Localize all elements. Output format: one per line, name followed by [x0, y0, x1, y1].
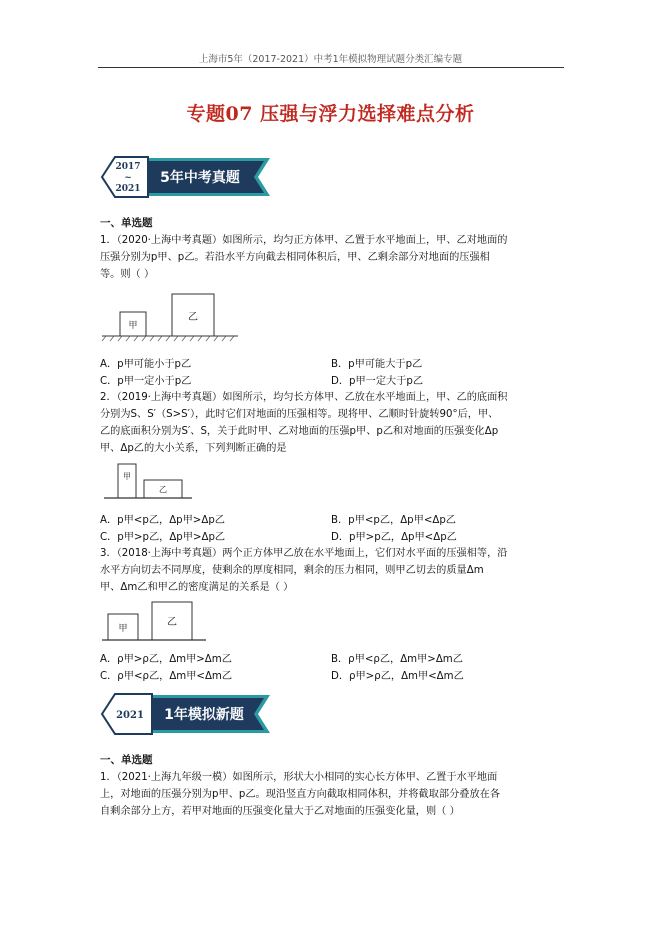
- q4-line: 上，对地面的压强分别为p甲、p乙。现沿竖直方向截取相同体积，并将截取部分叠放在各: [100, 789, 501, 800]
- q1-line: 等。则（ ）: [100, 269, 155, 280]
- q3-option-d: D．ρ甲>ρ乙，Δm甲<Δm乙: [331, 671, 464, 682]
- banner1-year-sep: ~: [124, 173, 132, 183]
- section-heading: 一、单选题: [100, 754, 153, 766]
- q1-option-b: B．p甲可能大于p乙: [331, 359, 423, 370]
- q1-option-c: C．p甲一定小于p乙: [100, 376, 192, 387]
- page-title: 专题07 压强与浮力选择难点分析: [186, 103, 475, 125]
- q2-option-a: A．p甲<p乙，Δp甲>Δp乙: [100, 515, 225, 526]
- question-4-text: [100, 769, 566, 820]
- q3-line: 水平方向切去不同厚度，使剩余的厚度相同，剩余的压力相同，则甲乙切去的质量Δm: [100, 565, 484, 576]
- q1-fig-label-yi: 乙: [188, 312, 198, 323]
- banner2-label: 1年模拟新题: [164, 707, 244, 723]
- q2-line: 分别为S、S′（S>S′），此时它们对地面的压强相等。现将甲、乙顺时针旋转90°后，甲、: [100, 409, 499, 420]
- banner1-year-bottom: 2021: [115, 184, 141, 194]
- q4-line: 自剩余部分上方，若甲对地面的压强变化量大于乙对地面的压强变化量，则（ ）: [100, 806, 460, 817]
- section-banner-1-year: [98, 692, 273, 734]
- q2-option-b: B．p甲<p乙，Δp甲<Δp乙: [331, 515, 456, 526]
- q1-option-a: A．p甲可能小于p乙: [100, 359, 192, 370]
- section-heading: 一、单选题: [100, 217, 153, 229]
- banner1-year-top: 2017: [115, 162, 141, 172]
- q1-option-d: D．p甲一定大于p乙: [331, 376, 424, 387]
- question-2-figure: [100, 462, 195, 502]
- page-header: 上海市5年（2017-2021）中考1年模拟物理试题分类汇编专题: [198, 54, 463, 65]
- q2-line: 2．（2019·上海中考真题）如图所示，均匀长方体甲、乙放在水平地面上，甲、乙的底面积: [100, 392, 508, 403]
- question-1-text: [100, 232, 566, 283]
- q2-option-c: C．p甲>p乙，Δp甲>Δp乙: [100, 532, 226, 543]
- q3-line: 甲、Δm乙和甲乙的密度满足的关系是（ ）: [100, 582, 294, 593]
- q2-line: 甲、Δp乙的大小关系，下列判断正确的是: [100, 443, 287, 454]
- q2-line: 乙的底面积分别为S′、S，关于此时甲、乙对地面的压强p甲、p乙和对地面的压强变化Δp: [100, 426, 499, 437]
- q3-option-c: C．ρ甲<ρ乙，Δm甲<Δm乙: [100, 671, 233, 682]
- q3-option-b: B．ρ甲<ρ乙，Δm甲>Δm乙: [331, 654, 463, 665]
- banner2-year: 2021: [116, 710, 144, 721]
- q2-option-d: D．p甲>p乙，Δp甲<Δp乙: [331, 532, 457, 543]
- question-1-figure: [100, 290, 240, 342]
- header-rule: [98, 67, 564, 68]
- q3-option-a: A．ρ甲>ρ乙，Δm甲>Δm乙: [100, 654, 232, 665]
- q3-fig-label-yi: 乙: [167, 617, 177, 628]
- q3-fig-label-jia: 甲: [118, 624, 128, 634]
- q1-line: 1．（2020·上海中考真题）如图所示，均匀正方体甲、乙置于水平地面上，甲、乙对地面的: [100, 235, 508, 246]
- q2-fig-label-yi: 乙: [159, 485, 167, 494]
- q1-line: 压强分别为p甲、p乙。若沿水平方向截去相同体积后，甲、乙剩余部分对地面的压强相: [100, 252, 490, 263]
- section-banner-5-year: [98, 155, 273, 197]
- banner1-label: 5年中考真题: [160, 170, 240, 186]
- q4-line: 1．（2021·上海九年级一模）如图所示，形状大小相同的实心长方体甲、乙置于水平地面: [100, 772, 498, 783]
- question-3-text: [100, 545, 566, 596]
- q1-fig-label-jia: 甲: [128, 321, 138, 331]
- question-3-figure: [100, 600, 210, 646]
- q2-fig-label-jia: 甲: [123, 472, 131, 481]
- q3-line: 3．（2018·上海中考真题）两个正方体甲乙放在水平地面上，它们对水平面的压强相等，沿: [100, 548, 508, 559]
- question-2-text: [100, 389, 566, 457]
